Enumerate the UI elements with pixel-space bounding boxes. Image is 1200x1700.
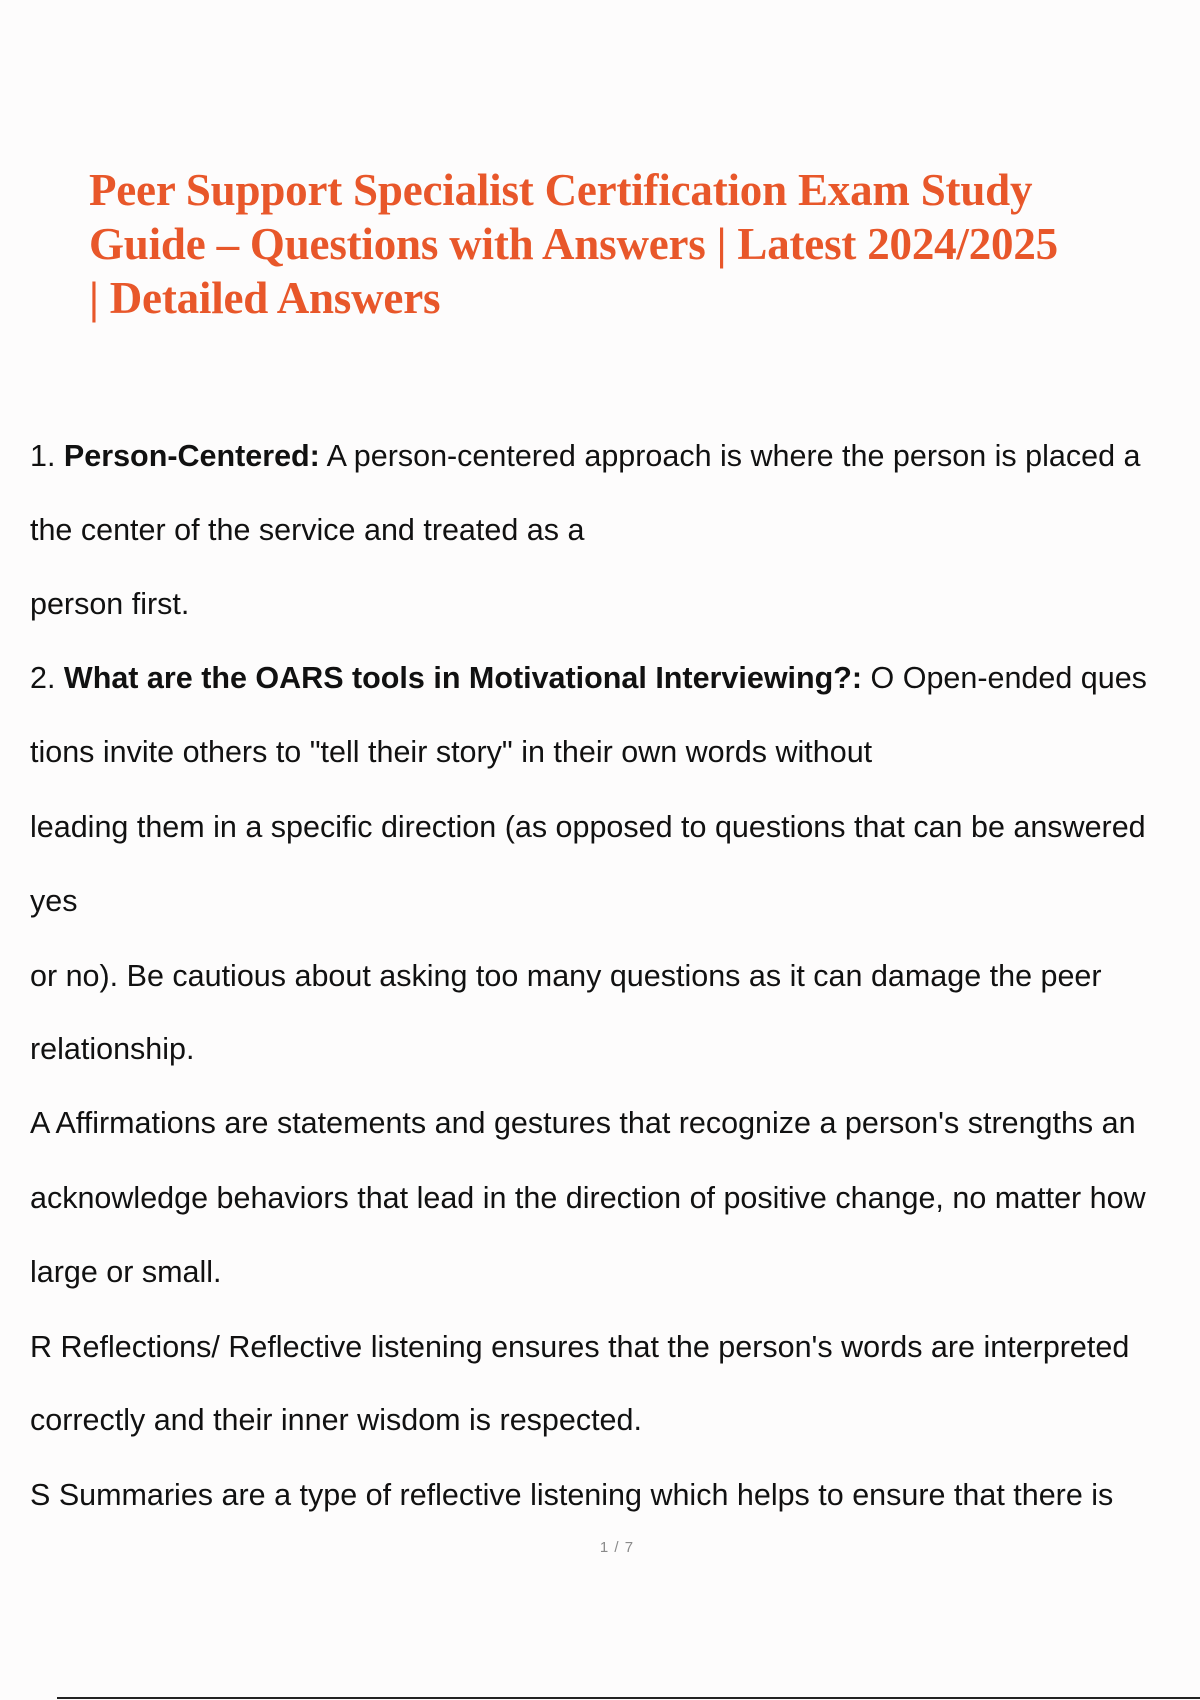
text-line: A Affirmations are statements and gestures that recognize a person's strengths an — [30, 1106, 1136, 1140]
title-line: | Detailed Answers — [89, 273, 441, 323]
item-term: What are the OARS tools in Motivational Interviewing?: — [63, 661, 863, 695]
item-text: A person-centered approach is where the person is placed a — [319, 439, 1141, 473]
text-line: relationship. — [30, 1032, 195, 1066]
text-line: S Summaries are a type of reflective listening which helps to ensure that there is — [30, 1478, 1114, 1512]
divider — [57, 1697, 1200, 1699]
text-line: yes — [30, 884, 78, 918]
item-1-first-line — [30, 438, 1140, 474]
page-indicator: 1 / 7 — [599, 1539, 635, 1556]
text-line: the center of the service and treated as a — [30, 513, 585, 547]
title-line: Peer Support Specialist Certification Exam Study — [89, 165, 1033, 215]
item-2-first-line — [30, 660, 1147, 696]
text-line: tions invite others to "tell their story" in their own words without — [30, 735, 873, 769]
text-line: leading them in a specific direction (as opposed to questions that can be answered — [30, 810, 1146, 844]
text-line: acknowledge behaviors that lead in the direction of positive change, no matter how — [30, 1181, 1146, 1215]
text-line: correctly and their inner wisdom is respected. — [30, 1403, 642, 1437]
document-title — [89, 163, 1179, 325]
text-line: large or small. — [30, 1255, 222, 1289]
item-text: O Open-ended ques — [862, 661, 1147, 695]
item-number: 2. — [30, 661, 56, 695]
item-term: Person-Centered: — [63, 439, 320, 473]
text-line: R Reflections/ Reflective listening ensures that the person's words are interpreted — [30, 1330, 1130, 1364]
item-number: 1. — [30, 439, 56, 473]
title-line: Guide – Questions with Answers | Latest 2024/2025 — [89, 219, 1058, 269]
text-line: or no). Be cautious about asking too many questions as it can damage the peer — [30, 959, 1102, 993]
text-line: person first. — [30, 587, 190, 621]
